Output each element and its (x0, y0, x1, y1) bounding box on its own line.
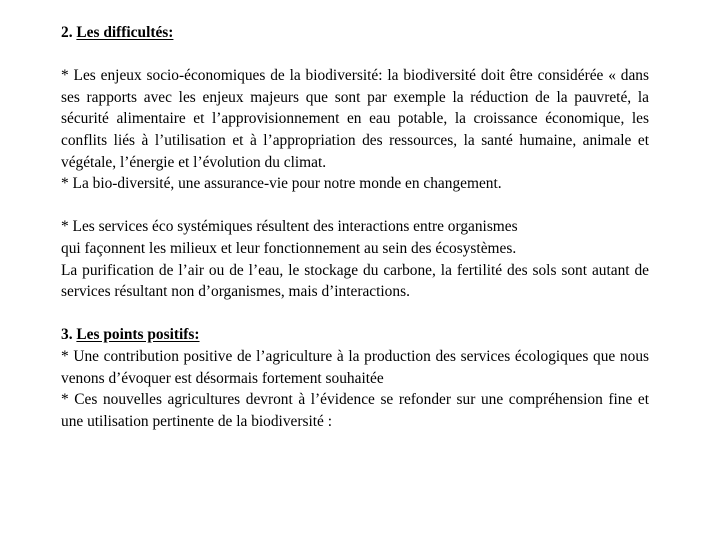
agriculture-contribution-paragraph: * Une contribution positive de l’agriculture à la production des services écologiques que nous venons d’évoquer est désormais fortement souhaitée (61, 347, 649, 387)
slide-body (61, 22, 649, 432)
spacer (61, 303, 649, 325)
section-2-number: 2. (61, 24, 77, 41)
socio-economic-paragraph: * Les enjeux socio-économiques de la biodiversité: la biodiversité doit être considérée « dans ses rapports avec les enjeux majeurs que sont par exemple la réduction de la pauvreté, la sécurité alimentaire et l’approvisionnement en eau potable, la croissance économique, les conflits liés à l’utilisation et à l’appropriation des ressources, la santé humaine, animale et végétale, l’énergie et l’évolution du climat. (61, 67, 649, 171)
ecosystem-services-paragraph (61, 216, 649, 259)
new-agricultures-paragraph: * Ces nouvelles agricultures devront à l’évidence se refonder sur une compréhension fine et une utilisation pertinente de la biodiversité : (61, 391, 649, 430)
section-3-heading (61, 324, 649, 346)
spacer (61, 195, 649, 217)
section-2-title: Les difficultés: (76, 24, 174, 41)
section-3-title: Les points positifs: (76, 326, 200, 344)
spacer (61, 44, 649, 66)
section-3-number: 3. (61, 326, 77, 344)
ecosystem-services-line-1: * Les services éco systémiques résultent des interactions entre organismes (61, 218, 518, 236)
purification-paragraph: La purification de l’air ou de l’eau, le stockage du carbone, la fertilité des sols sont autant de services résultant non d’organismes, mais d’interactions. (61, 261, 649, 301)
ecosystem-services-line-2: qui façonnent les milieux et leur fonctionnement au sein des écosystèmes. (61, 239, 517, 257)
life-insurance-paragraph: * La bio-diversité, une assurance-vie pour notre monde en changement. (61, 175, 502, 193)
section-2-heading (61, 22, 649, 44)
